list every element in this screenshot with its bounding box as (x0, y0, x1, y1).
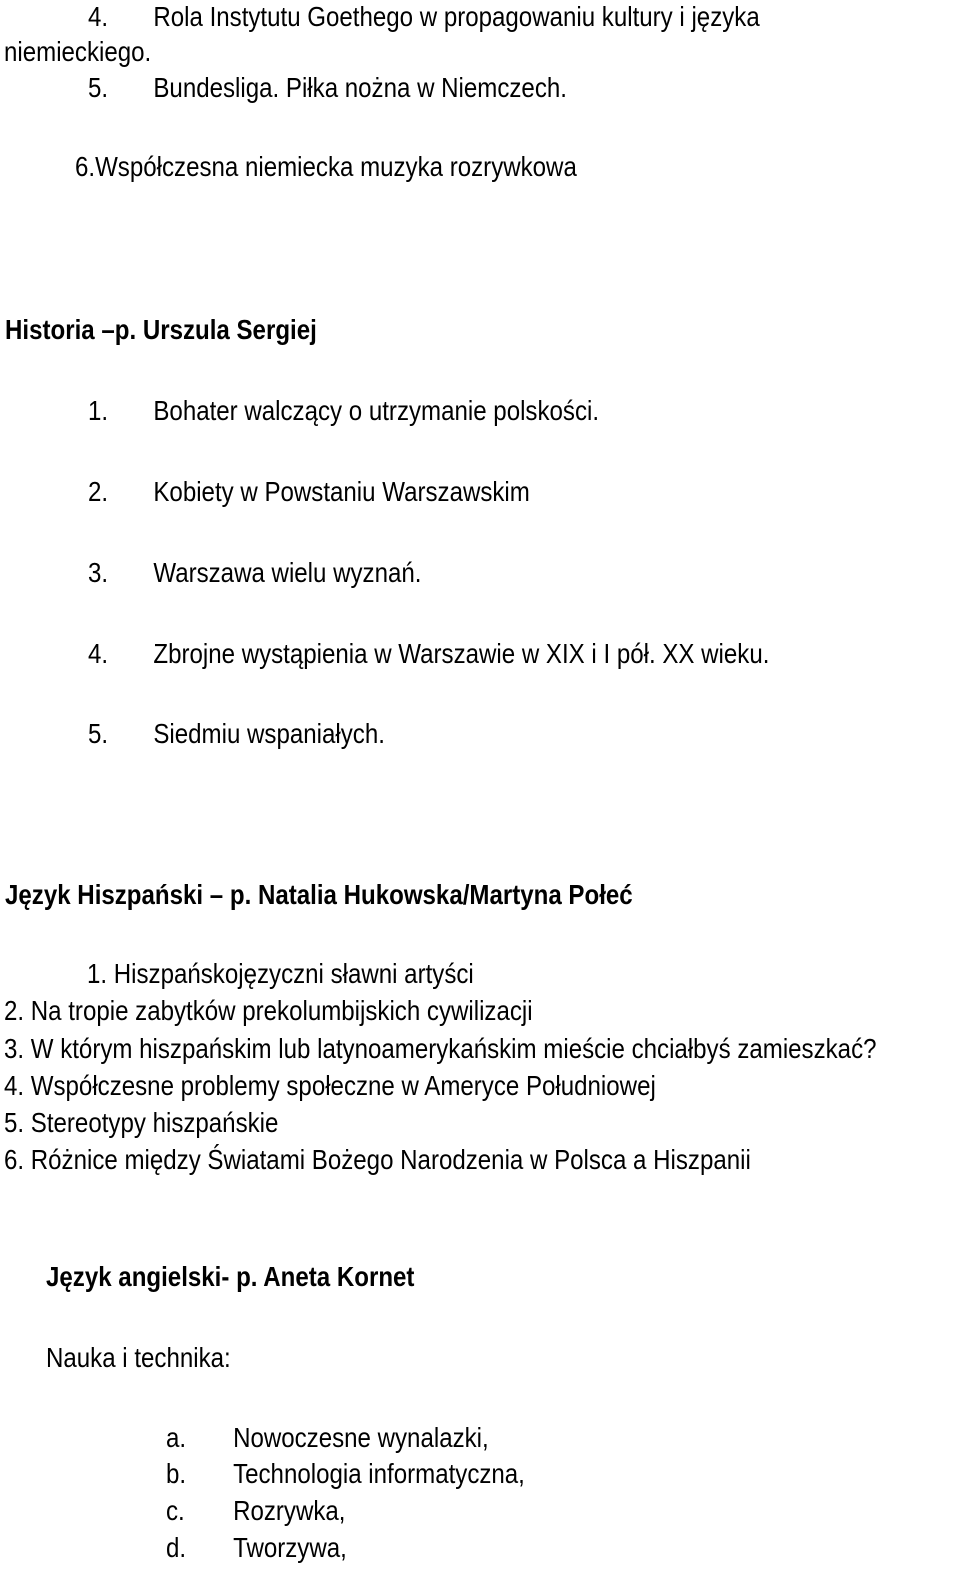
list-item-text: Bundesliga. Piłka nożna w Niemczech. (153, 72, 567, 103)
list-item: 1. Hiszpańskojęzyczni sławni artyści (87, 958, 474, 989)
list-item (166, 1457, 525, 1491)
list-item-number: 3. (88, 557, 109, 588)
list-item: 4. Współczesne problemy społeczne w Ameryce Południowej (4, 1070, 656, 1101)
list-item-letter: a. (166, 1422, 187, 1453)
list-item-text: Nowoczesne wynalazki, (233, 1422, 489, 1453)
section-heading-historia: Historia –p. Urszula Sergiej (5, 314, 317, 345)
section-heading-hiszpanski: Język Hiszpański – p. Natalia Hukowska/Martyna Połeć (5, 879, 633, 910)
list-item (88, 717, 385, 751)
list-item (166, 1421, 489, 1455)
list-item (88, 556, 421, 590)
list-item-number: 4. (88, 1, 109, 32)
list-item: 6.Współczesna niemiecka muzyka rozrywkowa (75, 151, 577, 182)
list-item-text: Zbrojne wystąpienia w Warszawie w XIX i I pół. XX wieku. (153, 638, 770, 669)
list-item (88, 637, 769, 671)
list-item (166, 1494, 345, 1528)
list-item-text: Rola Instytutu Goethego w propagowaniu kultury i języka (153, 1, 760, 32)
list-item-letter: b. (166, 1458, 187, 1489)
list-item (88, 71, 567, 105)
list-item: 5. Stereotypy hiszpańskie (4, 1107, 279, 1138)
list-item (88, 394, 599, 428)
list-item-text: Rozrywka, (233, 1495, 346, 1526)
list-item (166, 1531, 347, 1565)
list-item-text: Bohater walczący o utrzymanie polskości. (153, 395, 600, 426)
subsection-heading: Nauka i technika: (46, 1342, 231, 1373)
list-item-continuation: niemieckiego. (4, 36, 152, 67)
list-item-text: Technologia informatyczna, (233, 1458, 525, 1489)
list-item: 3. W którym hiszpańskim lub latynoamerykańskim mieście chciałbyś zamieszkać? (4, 1033, 877, 1064)
list-item-number: 4. (88, 638, 109, 669)
list-item-text: Kobiety w Powstaniu Warszawskim (153, 476, 530, 507)
list-item-number: 1. (88, 395, 109, 426)
list-item: 6. Różnice między Światami Bożego Narodzenia w Polsca a Hiszpanii (4, 1144, 751, 1175)
list-item-letter: c. (166, 1495, 185, 1526)
list-item-number: 5. (88, 72, 109, 103)
list-item (88, 0, 760, 34)
list-item-number: 5. (88, 718, 109, 749)
list-item-text: Warszawa wielu wyznań. (153, 557, 422, 588)
list-item-letter: d. (166, 1532, 187, 1563)
list-item-text: Tworzywa, (233, 1532, 347, 1563)
list-item-number: 2. (88, 476, 109, 507)
list-item (88, 475, 530, 509)
list-item-text: Siedmiu wspaniałych. (153, 718, 385, 749)
section-heading-angielski: Język angielski- p. Aneta Kornet (46, 1261, 415, 1292)
list-item: 2. Na tropie zabytków prekolumbijskich cywilizacji (4, 995, 533, 1026)
